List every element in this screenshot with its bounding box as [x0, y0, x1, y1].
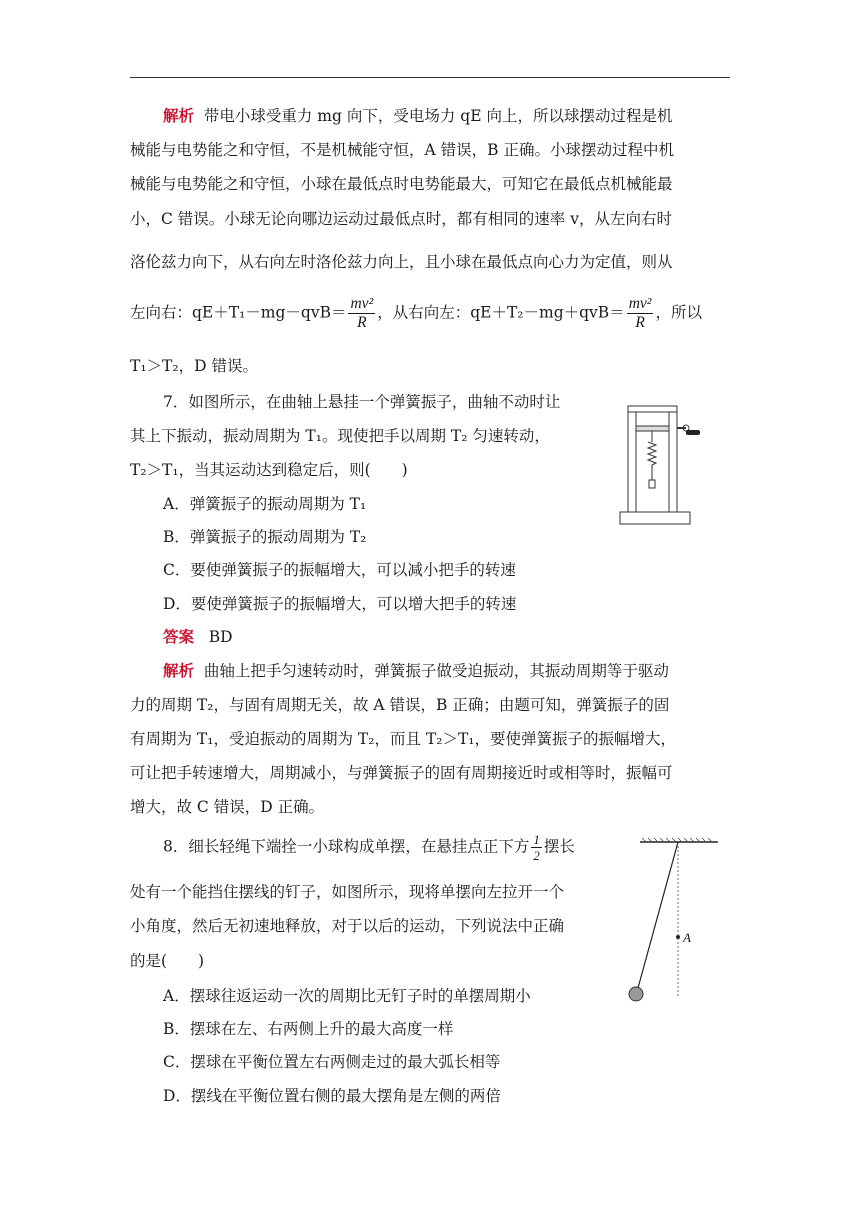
q7-option-b: B．弹簧振子的振动周期为 T₂	[163, 528, 367, 546]
q8-option-d: D．摆线在平衡位置右侧的最大摆角是左侧的两倍	[163, 1087, 501, 1105]
q7-option-a: A．弹簧振子的振动周期为 T₁	[163, 495, 367, 513]
q6-analysis-line-6: 左向右：qE＋T₁－mg－qvB＝ $\frac{\text{mv²}}{R}$ ，从右向左：qE＋T₂－mg＋qvB＝ $\frac{\text{mv²}}{R}$ ，所以	[130, 295, 702, 331]
fraction: $\frac{\text{mv²}}{R}$	[350, 295, 374, 331]
q7-analysis-line-1: 解析 曲轴上把手匀速转动时，弹簧振子做受迫振动，其振动周期等于驱动	[163, 662, 669, 680]
analysis-label: 解析	[163, 662, 195, 680]
answer-label: 答案	[163, 628, 195, 646]
spring-oscillator-figure	[614, 402, 704, 528]
q6-analysis-line-4: 小，C 错误。小球无论向哪边运动过最低点时，都有相同的速率 v，从左向右时	[130, 210, 672, 228]
point-a-label: A	[683, 930, 691, 945]
q7-analysis-line-2: 力的周期 T₂，与固有周期无关，故 A 错误，B 正确；由题可知，弹簧振子的固	[130, 696, 670, 714]
q7-stem-line-2: 其上下振动，振动周期为 T₁。现使把手以周期 T₂ 匀速转动，	[130, 427, 550, 445]
q6-analysis-line-3: 械能与电势能之和守恒，小球在最低点时电势能最大，可知它在最低点机械能最	[130, 175, 673, 193]
q6-analysis-line-5: 洛伦兹力向下，从右向左时洛伦兹力向上，且小球在最低点向心力为定值，则从	[130, 253, 673, 271]
fraction: $\frac{1}{2}$	[533, 832, 540, 863]
q6-analysis-line-1: 解析 带电小球受重力 mg 向下，受电场力 qE 向上，所以球摆动过程是机	[163, 107, 673, 125]
q8-option-c: C．摆球在平衡位置左右两侧走过的最大弧长相等	[163, 1053, 501, 1071]
q7-stem-line-1: 7．如图所示，在曲轴上悬挂一个弹簧振子，曲轴不动时让	[163, 393, 561, 411]
q8-stem-line-4: 的是( )	[130, 952, 205, 970]
q6-analysis-line-2: 械能与电势能之和守恒，不是机械能守恒，A 错误，B 正确。小球摆动过程中机	[130, 141, 674, 159]
answer-value: BD	[208, 628, 233, 646]
q8-option-a: A．摆球往返运动一次的周期比无钉子时的单摆周期小	[163, 987, 531, 1005]
analysis-label: 解析	[163, 107, 195, 125]
header-rule	[130, 77, 730, 78]
q7-analysis-line-4: 可让把手转速增大，周期减小，与弹簧振子的固有周期接近时或相等时，振幅可	[130, 764, 673, 782]
q7-answer	[163, 625, 233, 647]
fraction: $\frac{\text{mv²}}{R}$	[628, 295, 652, 331]
q7-option-c: C．要使弹簧振子的振幅增大，可以减小把手的转速	[163, 561, 516, 579]
q8-stem-line-3: 小角度，然后无初速地释放，对于以后的运动，下列说法中正确	[130, 917, 565, 935]
q7-analysis-line-3: 有周期为 T₁，受迫振动的周期为 T₂，而且 T₂＞T₁，要使弹簧振子的振幅增大，	[130, 730, 676, 748]
q7-stem-line-3: T₂＞T₁，当其运动达到稳定后，则( )	[130, 461, 408, 479]
q8-option-b: B．摆球在左、右两侧上升的最大高度一样	[163, 1020, 454, 1038]
q7-analysis-line-5: 增大，故 C 错误，D 正确。	[130, 798, 325, 816]
q8-stem-line-1: 8．细长轻绳下端拴一小球构成单摆，在悬挂点正下方 $\frac{1}{2}$ 摆长	[163, 832, 575, 863]
q7-option-d: D．要使弹簧振子的振幅增大，可以增大把手的转速	[163, 595, 517, 613]
q6-analysis-line-7: T₁＞T₂，D 错误。	[130, 357, 258, 375]
pendulum-figure	[620, 836, 720, 1006]
q8-stem-line-2: 处有一个能挡住摆线的钉子，如图所示，现将单摆向左拉开一个	[130, 883, 565, 901]
